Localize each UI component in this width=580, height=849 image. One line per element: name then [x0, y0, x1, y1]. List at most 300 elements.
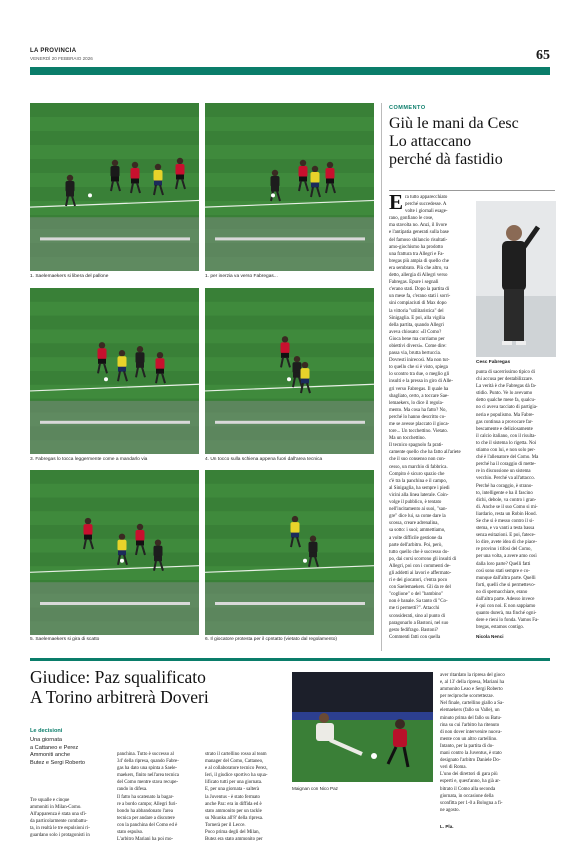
- text-line: ne agosto.: [440, 807, 460, 813]
- article-headline-line-2: A Torino arbitrerà Doveri: [30, 687, 209, 708]
- text-line: per una volta, a avere amo così: [476, 554, 537, 560]
- text-line: Tornerà per il Lecce.: [205, 822, 246, 828]
- text-line: liardario, resta un Robin Hood.: [476, 511, 537, 517]
- text-line: c'erano stati. Dopo la partita di: [389, 287, 450, 293]
- text-line: gli addetti ai lavori e affermato-: [389, 570, 452, 576]
- article-kicker: Le decisioni: [30, 728, 63, 734]
- player-shorts: [154, 181, 162, 186]
- ball: [371, 753, 377, 759]
- text-line: lemaekers, lo dice il regola-: [389, 400, 444, 406]
- text-line: insulti e la pressa in giro di Alle-: [389, 379, 453, 385]
- player-shorts: [156, 369, 164, 374]
- commento-column-2: [476, 369, 556, 631]
- text-line: ta, in realtà le tre espulsioni ri-: [30, 826, 90, 832]
- text-line: punta di sacerrissimo tipico di: [476, 370, 535, 375]
- article-summary: [30, 737, 110, 767]
- text-line: Compito è sicuro spazio che: [389, 471, 445, 477]
- article-headline: [30, 667, 290, 707]
- article-photo-caption: Maignan con Nico Paz: [292, 786, 338, 791]
- text-line: anche Paz: era in diffida ed è: [205, 801, 262, 807]
- text-line: All'apparenza è stata una sfi-: [30, 812, 87, 818]
- player-shirt: [98, 348, 107, 359]
- article-column-3: [205, 751, 287, 846]
- text-line: munque dall'altra parte. Quelli: [476, 575, 536, 581]
- text-line: veri di Roma.: [440, 765, 467, 771]
- text-line: rando in difesa.: [117, 787, 148, 793]
- text-line: Il tecnico spagnolo fa prati-: [389, 443, 444, 449]
- player-head: [85, 518, 91, 524]
- text-line: lo scontro tra due, o meglio gli: [389, 372, 450, 378]
- player-shorts: [136, 363, 144, 368]
- text-line: gri verso Fabregas. Il quale ha: [389, 386, 449, 392]
- pitch-stripe: [30, 553, 199, 567]
- text-line: stidio. Punto. Ve lo avevamo: [476, 391, 533, 397]
- pitch-stripe: [205, 131, 374, 145]
- text-line: ammonito Leao e Sergi Roberto: [440, 687, 503, 693]
- text-line: sconfitta per 1-0 a Bologna a fi-: [440, 800, 503, 806]
- article-headline-line-1: Giudice: Paz squalificato: [30, 667, 206, 687]
- player-shirt: [154, 546, 163, 557]
- text-line: al Sinigaglia, ha sempre i piedi: [389, 485, 450, 491]
- text-line: che il suo consenso non con-: [389, 457, 446, 463]
- pitch-stripe: [30, 288, 199, 302]
- ball: [104, 377, 108, 381]
- ball: [303, 559, 307, 563]
- coach-jacket: [502, 241, 526, 291]
- text-line: detto qualche mese fa, qualcu-: [476, 398, 536, 404]
- text-line: mani contro la Juventus, è stato: [440, 751, 502, 757]
- player-shorts: [118, 367, 126, 372]
- player-head: [272, 170, 278, 176]
- text-line: dere e rieni lo fonda. Vamos Fa-: [476, 618, 539, 624]
- text-line: passa via, brutta bertuccia.: [389, 351, 442, 357]
- text-line: una frattura tra Allegri e Fa-: [389, 251, 444, 257]
- text-line: L'arbitro Mariani ha poi mo-: [117, 837, 174, 843]
- text-line: la vittoria "utilitaristica" del: [389, 308, 444, 314]
- player-shirt: [136, 530, 145, 541]
- text-line: del Como mentre stava recupe-: [117, 780, 179, 786]
- text-line: obiettivi diversi». Come dire:: [389, 343, 447, 349]
- photo-frame-3: [30, 288, 199, 454]
- photo-frame-5: [30, 470, 199, 635]
- article-column-1: [30, 797, 110, 845]
- technical-area: [205, 401, 374, 454]
- player-shorts: [98, 359, 106, 364]
- text-line: bondo ha abbandonato l'area: [117, 808, 173, 814]
- text-line: Sinigaglia. E poi, alla vigilia: [389, 315, 445, 321]
- text-line: scossa, creare adrenalina,: [389, 521, 439, 527]
- pitch-stripe: [30, 470, 199, 484]
- page-number: 65: [536, 48, 550, 63]
- player-shirt: [301, 368, 310, 379]
- player-head: [155, 539, 161, 545]
- text-line: su Nkunku all'8' della ripresa.: [205, 815, 264, 821]
- text-line: E, per una giornata - salterà: [205, 787, 260, 793]
- text-line: c'è tra la panchina e il campo,: [389, 478, 448, 484]
- player-shorts: [154, 556, 162, 561]
- text-line: Butez era stato ammonito per: [205, 837, 263, 843]
- photo-caption-6: 6. Il giocatore protesta per il cpntatto (vietato dal regolamento): [205, 637, 337, 642]
- commento-signature: Nicola Nenci: [476, 634, 504, 639]
- player-head: [177, 158, 183, 164]
- player-shorts: [84, 535, 92, 540]
- photo-svg: [30, 103, 199, 271]
- technical-area: [30, 401, 199, 454]
- pitch-stripe: [205, 187, 374, 201]
- player-head: [155, 164, 161, 170]
- commento-headline-rule: [389, 190, 555, 191]
- player-shirt: [66, 181, 75, 192]
- photo-svg: [205, 103, 374, 271]
- photo-svg: [30, 288, 199, 454]
- text-line: bregas, estamos contigo.: [476, 625, 525, 631]
- text-line: la Juventus - è stato fermato: [205, 794, 261, 800]
- player-shorts: [299, 177, 307, 182]
- player-head: [302, 362, 308, 368]
- text-line: nell'incitamento ai suoi, "san-: [389, 507, 448, 513]
- player-head: [294, 356, 300, 362]
- photo-caption-1: 1. Saelemaekers si libera del pallone: [30, 274, 109, 279]
- text-line: il calcio italiano, con il risulta-: [476, 433, 537, 439]
- player-head: [137, 346, 143, 352]
- text-line: to quello che si è visto, spiega: [389, 365, 448, 371]
- masthead: LA PROVINCIA: [30, 48, 77, 54]
- ball: [271, 193, 275, 197]
- attacker-shirt: [393, 729, 407, 747]
- text-line: camente quello che ha fatto all'ariete: [389, 450, 461, 456]
- pitch-stripe: [30, 498, 199, 512]
- pitch-stripe: [205, 498, 374, 512]
- text-line: paragonarlo a Bastoni, nel suo: [389, 620, 449, 626]
- bench-rail: [40, 421, 190, 424]
- player-shorts: [326, 179, 334, 184]
- text-line: to, intelligente e ha il fascino: [476, 490, 533, 496]
- text-line: dall'altra parte. Adesso invece: [476, 597, 535, 602]
- pitch-stripe: [30, 131, 199, 145]
- text-line: con Saelemaekers. Gli da re del: [389, 585, 451, 591]
- text-line: giornata, in occasione della: [440, 793, 494, 799]
- text-line: Poco prima degli del Milan,: [205, 830, 260, 836]
- text-line: non è banale. Sa tanto di "Co-: [389, 599, 448, 605]
- pitch-stripe: [30, 371, 199, 385]
- text-line: ché è l'allenatore del Como. Ma: [476, 455, 539, 461]
- article-accent-bar: [30, 658, 550, 661]
- text-line: 34' della ripresa, quando Fabre-: [117, 759, 179, 765]
- text-line: Allegri, poi con i commenti de-: [389, 563, 451, 569]
- text-line: bregas più ampia di quello che: [389, 258, 449, 264]
- text-line: dichi, debole, va contro i gran-: [476, 497, 537, 503]
- text-line: rina su cui l'arbitro ha ritenuto: [440, 722, 500, 728]
- player-shorts: [271, 187, 279, 192]
- pitch-stripe: [205, 159, 374, 173]
- commento-headline-line-2: Lo attaccano: [389, 132, 472, 150]
- match-photo-svg: [292, 672, 433, 782]
- grass: [292, 720, 433, 782]
- text-line: Intanto, per la partita di do-: [440, 743, 494, 749]
- photo-frame-1: [30, 103, 199, 271]
- player-head: [67, 175, 73, 181]
- text-line: chi accusa per destabilizzare.: [476, 377, 534, 383]
- pitch-stripe: [30, 103, 199, 117]
- photo-svg: [30, 470, 199, 635]
- text-line: amo-giochismo ha prodotto: [389, 244, 444, 250]
- text-line: gre" dice lui, sa come dare la: [389, 514, 446, 520]
- text-line: ra tutto apparecchiato: [405, 195, 448, 200]
- ad-board: [292, 712, 433, 720]
- text-line: lo dire, avete idea di che piace-: [476, 540, 537, 546]
- commento-kicker: COMMENTO: [389, 105, 426, 111]
- commento-column-1: [389, 190, 471, 648]
- keeper-head: [319, 713, 329, 723]
- text-line: perché ha il coraggio di mette-: [476, 462, 536, 468]
- text-line: di non dover intervenire nuova-: [440, 729, 502, 735]
- article-column-4: [440, 672, 552, 822]
- text-line: guardano solo i protagonisti in: [30, 833, 90, 839]
- text-line: con la panchina del Como ed è: [117, 822, 178, 828]
- text-line: panchina. Tutto è successo al: [117, 752, 174, 757]
- text-line: Nel finale, cartellino giallo a Sa-: [440, 701, 504, 707]
- text-line: sbagliato, certo, a toccare Sae-: [389, 393, 449, 399]
- player-head: [132, 162, 138, 168]
- portrait-photo: [476, 201, 556, 357]
- text-line: stiamo con lui, e non solo per-: [476, 448, 536, 454]
- player-shirt: [271, 176, 280, 187]
- player-shorts: [136, 540, 144, 545]
- player-shorts: [111, 177, 119, 182]
- pitch-stripe: [30, 187, 199, 201]
- text-line: lificato tutti per una giornata.: [205, 780, 263, 786]
- text-line: elemaekers (fallo su Valle), un: [440, 708, 500, 714]
- player-shirt: [176, 164, 185, 175]
- player-shirt: [154, 170, 163, 181]
- technical-area: [205, 582, 374, 635]
- player-shorts: [118, 550, 126, 555]
- commento-headline-line-3: perché dà fastidio: [389, 150, 503, 168]
- player-head: [282, 336, 288, 342]
- summary-line-4: Butez e Sergi Roberto: [30, 759, 86, 766]
- player-shorts: [281, 353, 289, 358]
- text-line: designato l'arbitro Daniele Do-: [440, 758, 501, 764]
- text-line: gas continua a provocare far-: [476, 419, 533, 425]
- text-line: sini compiaciuti di Max dopo: [389, 301, 447, 307]
- text-line: forti, quelli che si permettevo-: [476, 582, 536, 588]
- text-line: così sono stati sempre e co-: [476, 568, 530, 574]
- player-shorts: [301, 379, 309, 384]
- text-line: della partita, quando Allegri: [389, 322, 444, 328]
- text-line: re a bordo campo; Allegri furi-: [117, 801, 178, 807]
- player-shirt: [131, 168, 140, 179]
- text-line: di. Anche se il suo Como si mi-: [476, 504, 538, 510]
- player-shirt: [291, 522, 300, 533]
- commento-headline: [389, 115, 554, 169]
- text-line: stato ammonito per un tackle: [205, 808, 262, 814]
- text-line: po, dai corsi scorrono gli insulti di: [389, 556, 457, 562]
- photo-svg: [205, 470, 374, 635]
- keeper-shirt: [316, 723, 334, 741]
- player-shorts: [176, 175, 184, 180]
- text-line: no di spernacchiare, erano: [476, 589, 528, 595]
- text-line: parte dell'arbitro. Poi, però,: [389, 542, 443, 548]
- text-line: gesto fedifrago. Bastoni?: [389, 627, 439, 633]
- player-shirt: [309, 542, 318, 553]
- text-line: e, al 13' della ripresa, Mariani ha: [440, 680, 505, 686]
- bench-rail: [40, 602, 190, 605]
- text-line: e al collaboratore tecnico Perez,: [205, 766, 268, 772]
- text-line: Ma un tocchettino.: [389, 436, 426, 442]
- photo-caption-3: 3. Fabregas lo tocca leggermente come a mandarlo via: [30, 457, 148, 462]
- pitch-stripe: [30, 343, 199, 357]
- text-line: tutto quello che è successo do-: [389, 549, 449, 555]
- player-head: [119, 534, 125, 540]
- text-line: Tre squalle e cinque: [30, 798, 70, 803]
- player-head: [312, 166, 318, 172]
- text-line: strato il cartellino rosso al team: [205, 752, 267, 757]
- text-line: Ieri, il giudice sportivo ha squa-: [205, 773, 268, 779]
- player-shirt: [293, 362, 302, 373]
- commento-top-rule: [381, 103, 382, 651]
- player-head: [99, 342, 105, 348]
- text-line: tecnica per andare a discutere: [117, 815, 175, 821]
- player-shorts: [293, 373, 301, 378]
- text-line: La verità è che Fabregas dà fa-: [476, 384, 537, 390]
- text-line: Il fatto ha scatenato la bagar-: [117, 794, 174, 800]
- text-line: tore... Un tocchettino. Vietato.: [389, 429, 449, 435]
- text-line: to che il sistema lo rigetta. Noi: [476, 440, 537, 446]
- summary-line-2: a Cattaneo e Perez: [30, 744, 79, 751]
- text-line: re in discussione un sistema: [476, 469, 531, 475]
- text-line: ma stavolta no. Anzi, il livore: [389, 223, 447, 229]
- text-line: me se avesse placcato il gioca-: [389, 422, 450, 427]
- pitch-stripe: [30, 316, 199, 330]
- player-shorts: [309, 552, 317, 557]
- player-shirt: [84, 524, 93, 535]
- text-line: un mese fa, c'erano stati i sorri-: [389, 294, 451, 300]
- text-line: volte i giornali esage-: [405, 209, 448, 215]
- player-shirt: [299, 166, 308, 177]
- coach-trousers: [504, 289, 524, 341]
- text-line: ammoniti in Milan-Como.: [30, 805, 82, 811]
- text-line: Se che si è messo contro il si-: [476, 518, 534, 524]
- portrait-caption: Cesc Fabregas: [476, 360, 511, 365]
- coach-shoe: [502, 341, 512, 345]
- player-shorts: [291, 533, 299, 538]
- header-accent-bar: [30, 67, 550, 75]
- text-line: rano, gonfiano le cose,: [389, 216, 434, 222]
- text-line: maekers, finito nell'area tecnica: [117, 773, 179, 779]
- technical-area: [30, 582, 199, 635]
- technical-area: [30, 217, 199, 271]
- player-shirt: [118, 540, 127, 551]
- player-head: [292, 516, 298, 522]
- text-line: neria e populismo. Ma Fabre-: [476, 412, 534, 418]
- text-line: era sembrato. Più che altro, va: [389, 265, 449, 271]
- text-line: senza esitazioni. E poi, fatece-: [476, 533, 536, 539]
- text-line: Fabregas. Epure i segnali: [389, 280, 439, 286]
- text-line: dalla loro parte? Quelli fatti: [476, 561, 531, 567]
- technical-area: [205, 217, 374, 271]
- pitch-stripe: [205, 553, 374, 567]
- pitch-stripe: [205, 288, 374, 302]
- text-line: gas ha dato una spinta a Saele-: [117, 766, 178, 772]
- text-line: manager del Como, Cattaneo,: [205, 759, 264, 765]
- text-line: Dovresti inirecosì. Ma non tut-: [389, 358, 450, 364]
- text-line: detto, allergia di Allegri verso: [389, 273, 448, 279]
- text-line: bitrato il Como alla seconda: [440, 786, 496, 792]
- photo-caption-4: 4. Un tocco sulla schiena appena fuori dall'area tecnica: [205, 457, 323, 462]
- player-shirt: [136, 352, 145, 363]
- player-shorts: [66, 192, 74, 197]
- player-head: [137, 524, 143, 530]
- player-head: [157, 352, 163, 358]
- text-line: minuto prima del fallo su Batu-: [440, 715, 502, 721]
- pitch-stripe: [205, 103, 374, 117]
- ball: [120, 559, 124, 563]
- text-line: vecchio. Perché va all'attacco.: [476, 476, 535, 482]
- player-head: [119, 350, 125, 356]
- text-line: per reciproche scorrettezze.: [440, 694, 494, 700]
- player-shirt: [311, 172, 320, 183]
- player-shirt: [281, 342, 290, 353]
- text-line: volge il pubblico, è tentato: [389, 500, 442, 506]
- bench-rail: [40, 237, 190, 240]
- commento-dropcap: E: [389, 190, 404, 214]
- text-line: a volte difficile gestione da: [389, 535, 443, 541]
- text-line: mento. Ma cosa ha fatto? No,: [389, 407, 447, 413]
- text-line: aveva chiosato: «Il Como?: [389, 329, 442, 335]
- player-head: [310, 536, 316, 542]
- text-line: L'uno dei direttori di gara più: [440, 772, 498, 778]
- text-line: perché lo hanno descritto co-: [389, 414, 446, 420]
- player-head: [300, 160, 306, 166]
- portrait-svg: [476, 201, 556, 357]
- photo-caption-2: 1. per inerzia va verso Fabregas...: [205, 274, 278, 279]
- coach-shoe: [516, 341, 526, 345]
- text-line: ri e dei giocatori, c'entra poco: [389, 578, 448, 584]
- text-line: sa sotto: i suoi; ammettiamo,: [389, 528, 446, 534]
- photo-svg: [205, 288, 374, 454]
- text-line: quanto durerà, ma finché ogni-: [476, 611, 537, 617]
- text-line: del famoso sbilancio risultati-: [389, 237, 448, 243]
- summary-line-1: Una giornata: [30, 737, 63, 743]
- commento-headline-line-1: Giù le mani da Cesc: [389, 115, 519, 132]
- text-line: sconsiderati, sino al punto di: [389, 613, 446, 619]
- text-line: e l'antipatia generati sulla base: [389, 230, 449, 236]
- photo-frame-2: [205, 103, 374, 271]
- text-line: è qui con noi. E non sappiamo: [476, 604, 536, 610]
- ball: [287, 377, 291, 381]
- dateline: VENERDÌ 20 FEBBRAIO 2026: [30, 56, 93, 61]
- text-line: "coglione" o del "bambino": [389, 592, 444, 598]
- player-shirt: [111, 166, 120, 177]
- text-line: stema, e va vanti a testa bassa: [476, 526, 535, 532]
- text-line: cesso, un marchio di fabbrica.: [389, 464, 448, 470]
- pitch-stripe: [205, 470, 374, 484]
- attacker-head: [395, 719, 405, 729]
- text-line: no ci aveva tacciato di partigia-: [476, 405, 538, 411]
- ball: [88, 193, 92, 197]
- article-column-2: [117, 751, 199, 846]
- text-line: re provino i tifosi del Como,: [476, 547, 532, 553]
- text-line: bescamente e deliziosamente: [476, 426, 533, 432]
- summary-line-3: Ammoniti anche: [30, 752, 71, 759]
- text-line: vicini alla linea laterale. Coin-: [389, 492, 449, 498]
- text-line: stato espulso.: [117, 830, 144, 836]
- pitch-stripe: [30, 525, 199, 539]
- bench-rail: [215, 421, 365, 424]
- player-head: [327, 162, 333, 168]
- text-line: me ti permetti?". Attacchi: [389, 606, 440, 612]
- player-shirt: [326, 168, 335, 179]
